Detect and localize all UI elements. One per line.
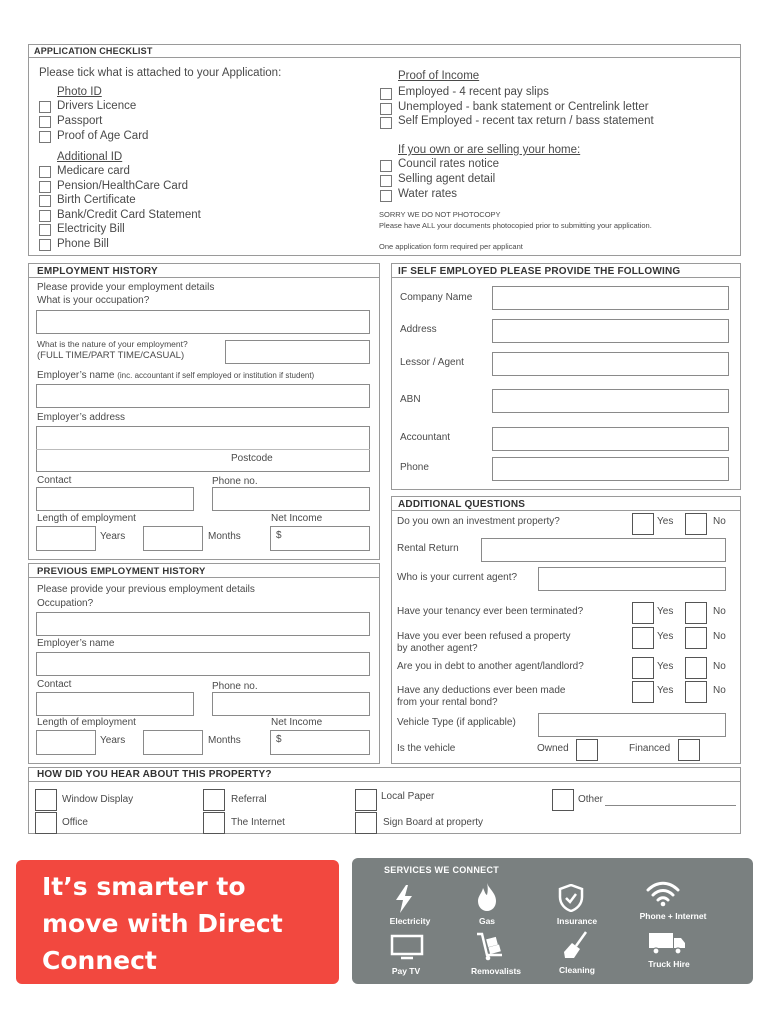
current-agent-input[interactable] [538,567,726,591]
accountant-input[interactable] [492,427,729,451]
is-vehicle-label: Is the vehicle [397,743,456,754]
label-water-rates: Water rates [398,188,458,200]
employer-name-text: Employer’s name [37,370,115,381]
owned-box[interactable] [576,739,598,761]
debt-yes-label: Yes [657,661,674,672]
postcode-label: Postcode [231,453,273,464]
checkbox-passport[interactable] [39,116,51,128]
debt-yes-box[interactable] [632,657,654,679]
label-employed-payslips: Employed - 4 recent pay slips [398,86,549,98]
terminated-no-box[interactable] [685,602,707,624]
electricity-icon [394,885,414,913]
months-input[interactable] [143,526,203,551]
q-refused-2: by another agent? [397,643,478,654]
owned-label: Owned [537,743,569,754]
broom-icon [562,930,590,960]
additional-header-divider [391,510,741,511]
current-agent-label: Who is your current agent? [397,572,518,583]
previous-employer-input[interactable] [36,652,370,676]
previous-employer-label: Employer’s name [37,638,115,649]
trolley-icon [475,931,505,961]
previous-months-input[interactable] [143,730,203,755]
investment-no-box[interactable] [685,513,707,535]
investment-yes-box[interactable] [632,513,654,535]
label-council-rates: Council rates notice [398,158,499,170]
vehicle-type-label: Vehicle Type (if applicable) [397,717,516,728]
label-phone-bill: Phone Bill [57,238,109,250]
additional-title: ADDITIONAL QUESTIONS [398,499,526,510]
other-label: Other [578,794,604,805]
previous-net-income-input[interactable] [270,730,370,755]
checkbox-electricity-bill[interactable] [39,224,51,236]
net-income-input[interactable] [270,526,370,551]
contact-label: Contact [37,475,72,486]
lessor-agent-input[interactable] [492,352,729,376]
company-name-input[interactable] [492,286,729,310]
years-label: Years [100,531,126,542]
length-label: Length of employment [37,513,136,524]
employer-name-label [37,370,314,381]
abn-label: ABN [400,394,421,405]
terminated-no-label: No [713,606,726,617]
label-electricity-bill: Electricity Bill [57,223,125,235]
q-refused-1: Have you ever been refused a property [397,631,571,642]
refused-no-label: No [713,631,726,642]
label-birth-certificate: Birth Certificate [57,194,136,206]
label-selling-agent: Selling agent detail [398,173,496,185]
self-employed-title: IF SELF EMPLOYED PLEASE PROVIDE THE FOLLOWING [398,266,681,277]
referral-label: Referral [231,794,267,805]
previous-length-label: Length of employment [37,717,136,728]
previous-intro: Please provide your previous employment details [37,584,255,595]
debt-no-label: No [713,661,726,672]
tv-icon [390,934,424,960]
previous-years-label: Years [100,735,126,746]
checklist-header-divider [28,57,741,58]
previous-title: PREVIOUS EMPLOYMENT HISTORY [37,566,206,577]
investment-yes-label: Yes [657,516,674,527]
additional-id-heading: Additional ID [57,151,123,163]
nature-input[interactable] [225,340,370,364]
q-debt: Are you in debt to another agent/landlord? [397,661,584,672]
label-proof-of-age: Proof of Age Card [57,130,149,142]
service-electricity: Electricity [389,916,431,926]
previous-years-input[interactable] [36,730,96,755]
previous-contact-label: Contact [37,679,72,690]
checkbox-employed-payslips[interactable] [380,88,392,100]
nature-label-1: What is the nature of your employment? [37,339,188,349]
refused-no-box[interactable] [685,627,707,649]
referral-box[interactable] [203,789,225,811]
terminated-yes-label: Yes [657,606,674,617]
previous-months-label: Months [208,735,241,746]
note-one-form: One application form required per applicant [379,242,523,251]
refused-yes-box[interactable] [632,627,654,649]
checkbox-birth-certificate[interactable] [39,195,51,207]
se-address-input[interactable] [492,319,729,343]
net-income-label: Net Income [271,513,323,524]
label-bank-statement: Bank/Credit Card Statement [57,209,201,221]
q-deductions-2: from your rental bond? [397,697,498,708]
checkbox-phone-bill[interactable] [39,239,51,251]
rental-return-input[interactable] [481,538,726,562]
home-heading: If you own or are selling your home: [398,144,581,156]
previous-phone-label: Phone no. [212,681,258,692]
checkbox-drivers-licence[interactable] [39,101,51,113]
previous-occupation-label: Occupation? [37,598,94,609]
service-removalists: Removalists [470,966,522,976]
vehicle-type-input[interactable] [538,713,726,737]
label-self-employed: Self Employed - recent tax return / bass statement [398,115,654,127]
promo-headline [42,868,332,979]
other-box[interactable] [552,789,574,811]
employer-name-input[interactable] [36,384,370,408]
window-display-label: Window Display [62,794,134,805]
previous-contact-input[interactable] [36,692,194,716]
financed-box[interactable] [678,739,700,761]
q-investment: Do you own an investment property? [397,516,560,527]
other-input-line[interactable] [605,805,736,806]
years-input[interactable] [36,526,96,551]
service-truck-hire: Truck Hire [648,959,690,969]
abn-input[interactable] [492,389,729,413]
service-cleaning: Cleaning [559,965,595,975]
investment-no-label: No [713,516,726,527]
sign-board-label: Sign Board at property [383,817,484,828]
deductions-yes-box[interactable] [632,681,654,703]
note-photocopy-docs: Please have ALL your documents photocopied prior to submitting your application. [379,221,652,230]
shield-icon [558,884,584,912]
se-address-label: Address [400,324,437,335]
internet-label: The Internet [231,817,285,828]
label-pension: Pension/HealthCare Card [57,180,189,192]
label-drivers-licence: Drivers Licence [57,100,137,112]
promo-headline-line-1: It’s smarter to [42,872,246,901]
employer-name-note: (inc. accountant if self employed or institution if student) [117,371,315,380]
debt-no-box[interactable] [685,657,707,679]
truck-icon [648,931,686,955]
occupation-label: What is your occupation? [37,295,150,306]
phone-input[interactable] [212,487,370,511]
address-split-line [36,449,370,450]
internet-box[interactable] [203,812,225,834]
accountant-label: Accountant [400,432,451,443]
service-insurance: Insurance [556,916,598,926]
checkbox-proof-of-age[interactable] [39,131,51,143]
lessor-agent-label: Lessor / Agent [400,357,464,368]
label-passport: Passport [57,115,103,127]
checkbox-water-rates[interactable] [380,190,392,202]
checklist-intro: Please tick what is attached to your Application: [39,67,282,79]
gas-icon [477,883,497,911]
checkbox-bank-statement[interactable] [39,210,51,222]
financed-label: Financed [629,743,671,754]
previous-phone-input[interactable] [212,692,370,716]
se-phone-label: Phone [400,462,429,473]
checkbox-pension[interactable] [39,181,51,193]
window-display-box[interactable] [35,789,57,811]
services-title: SERVICES WE CONNECT [384,865,500,875]
occupation-input[interactable] [36,310,370,334]
label-medicare: Medicare card [57,165,130,177]
deductions-yes-label: Yes [657,685,674,696]
contact-input[interactable] [36,487,194,511]
rental-return-label: Rental Return [397,543,459,554]
promo-headline-line-2: move with Direct [42,909,283,938]
deductions-no-label: No [713,685,726,696]
q-terminated: Have your tenancy ever been terminated? [397,606,584,617]
checkbox-selling-agent[interactable] [380,175,392,187]
company-name-label: Company Name [400,292,473,303]
service-phone-internet: Phone + Internet [639,911,707,921]
previous-occupation-input[interactable] [36,612,370,636]
local-paper-label: Local Paper [381,791,435,802]
checkbox-self-employed[interactable] [380,117,392,129]
months-label: Months [208,531,241,542]
checkbox-council-rates[interactable] [380,160,392,172]
office-box[interactable] [35,812,57,834]
note-no-photocopy: SORRY WE DO NOT PHOTOCOPY [379,210,501,219]
refused-yes-label: Yes [657,631,674,642]
local-paper-box[interactable] [355,789,377,811]
office-label: Office [62,817,88,828]
service-gas: Gas [478,916,496,926]
q-deductions-1: Have any deductions ever been made [397,685,566,696]
dollar-sign: $ [276,530,282,541]
se-phone-input[interactable] [492,457,729,481]
checkbox-medicare[interactable] [39,166,51,178]
checklist-title: APPLICATION CHECKLIST [34,46,153,56]
label-unemployed: Unemployed - bank statement or Centrelink letter [398,101,649,113]
sign-board-box[interactable] [355,812,377,834]
previous-dollar-sign: $ [276,734,282,745]
proof-of-income-heading: Proof of Income [398,70,480,82]
previous-net-income-label: Net Income [271,717,323,728]
checkbox-unemployed[interactable] [380,103,392,115]
hear-title: HOW DID YOU HEAR ABOUT THIS PROPERTY? [37,769,272,780]
employment-intro: Please provide your employment details [37,282,215,293]
wifi-icon [646,881,680,907]
service-pay-tv: Pay TV [391,966,421,976]
hear-header-divider [28,781,741,782]
promo-headline-line-3: Connect [42,946,157,975]
employment-title: EMPLOYMENT HISTORY [37,266,158,277]
self-employed-header-divider [391,277,741,278]
employer-address-label: Employer’s address [37,412,126,423]
deductions-no-box[interactable] [685,681,707,703]
employment-header-divider [28,277,380,278]
terminated-yes-box[interactable] [632,602,654,624]
previous-header-divider [28,577,380,578]
photo-id-heading: Photo ID [57,86,102,98]
phone-label: Phone no. [212,476,258,487]
nature-label-2: (FULL TIME/PART TIME/CASUAL) [37,350,185,361]
